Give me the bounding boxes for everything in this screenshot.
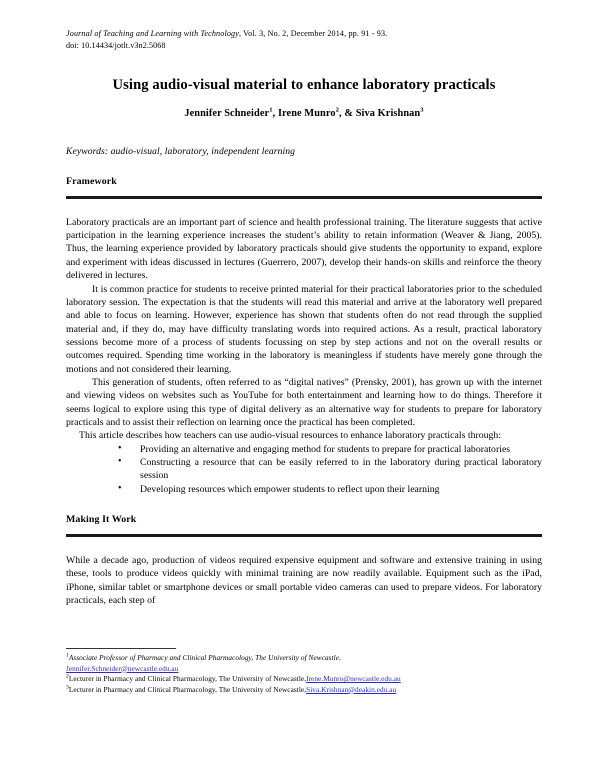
- footnote-3: [66, 685, 542, 696]
- paragraph-4: This article describes how teachers can use audio-visual resources to enhance laboratory practicals through:: [79, 430, 502, 442]
- list-item: [118, 443, 542, 456]
- benefits-list: [66, 443, 542, 496]
- footnote-email-link-2[interactable]: Irene.Munro@newcastle.edu.au: [306, 674, 401, 684]
- bullet-icon: •: [118, 443, 122, 455]
- section-heading-making-it-work: Making It Work: [66, 514, 137, 526]
- author-list: [66, 107, 542, 121]
- author-name-2: , Irene Munro: [272, 108, 336, 119]
- list-item: [118, 483, 542, 496]
- list-item-label: Providing an alternative and engaging method for students to prepare for practical laboratories: [140, 443, 511, 455]
- footnote-text-1: Associate Professor of Pharmacy and Clinical Pharmacology, The University of Newcastle,: [68, 653, 341, 662]
- bullet-icon: •: [118, 483, 122, 495]
- paragraph-3: This generation of students, often referred to as “digital natives” (Prensky, 2001), has grown up with the internet and viewing videos on websites such as YouTube for both entertainment and learning how to do things. Therefore it seems logical to explore using this type of digital delivery as an alternative way for students to prepare for laboratory practicals and to assist their reflection on learning once the practical has been completed.: [66, 376, 542, 428]
- list-item-label: Constructing a resource that can be easily referred to in the laboratory during practical laboratory session: [140, 456, 542, 482]
- paragraph-2: It is common practice for students to receive printed material for their practical laboratories prior to the scheduled laboratory session. The expectation is that the students will read this material and arrive at the laboratory well prepared and able to focus on learning. However, experience has shown that students often do not read through the supplied material and, if they do, may have difficulty translating words into required actions. As a result, practical laboratory sessions become more of a process of students focussing on step by step actions and not on the overall results or outcomes required. Spending time working in the laboratory is meaningless if students have merely gone through the motions and not considered their learning.: [66, 283, 542, 375]
- list-item: [118, 456, 542, 483]
- section-heading-framework: Framework: [66, 176, 117, 187]
- paragraph-1: Laboratory practicals are an important part of science and health professional training. The literature suggests that active participation in the learning experience increases the student’s ability to retain information (Weaver & Jiang, 2005). Thus, the learning experience provided by laboratory practicals should give students the opportunity to expand, explore and experiment with ideas discussed in lectures (Guerrero, 2007), develop their hands-on skills and reinforce the theory delivered in lectures.: [66, 216, 542, 282]
- journal-citation-line: [66, 28, 542, 40]
- footnote-email-link-1[interactable]: Jennifer.Schneider@newcastle.edu.au: [66, 663, 179, 673]
- list-item-label: Developing resources which empower students to reflect upon their learning: [140, 483, 440, 495]
- footnote-marker-1: 1: [66, 652, 69, 659]
- author-footnote-marker-2: 2: [335, 106, 339, 114]
- author-footnote-marker-1: 1: [269, 106, 273, 114]
- footnote-text-3: Lecturer in Pharmacy and Clinical Pharmacology, The University of Newcastle,: [68, 684, 307, 694]
- footnote-separator: [66, 648, 176, 649]
- paragraph-5: While a decade ago, production of videos required expensive equipment and software and extensive training in using these, tools to produce videos quickly with minimal training are now readily available. Equipment such as the iPad, iPhone, similar tablet or smartphone devices or small portable video cameras can used to prepare videos. For laboratory practicals, each step of: [66, 554, 542, 606]
- journal-volume-info: , Vol. 3, No. 2, December 2014, pp. 91 - 93.: [238, 29, 388, 38]
- section-rule-framework: [66, 196, 542, 199]
- footnote-2: [66, 674, 542, 685]
- page-title: Using audio-visual material to enhance laboratory practicals: [112, 77, 496, 93]
- author-name-3: , & Siva Krishnan: [339, 108, 421, 119]
- section-rule-making-it-work: [66, 534, 542, 537]
- doi-line: doi: 10.14434/jotlt.v3n2.5068: [66, 40, 166, 50]
- author-name-1: Jennifer Schneider: [184, 108, 270, 119]
- keywords-line: Keywords: audio-visual, laboratory, independent learning: [66, 146, 296, 157]
- footnote-text-2: Lecturer in Pharmacy and Clinical Pharmacology, The University of Newcastle,: [68, 674, 307, 684]
- bullet-icon: •: [118, 456, 122, 468]
- footnote-area: [66, 648, 542, 695]
- footnote-1: [66, 653, 542, 674]
- footnote-email-link-3[interactable]: Siva.Krishnan@deakin.edu.au: [306, 684, 397, 694]
- author-footnote-marker-3: 3: [420, 106, 424, 114]
- journal-name: Journal of Teaching and Learning with Technology: [66, 29, 239, 38]
- footnote-marker-3: 3: [66, 684, 69, 691]
- footnote-marker-2: 2: [66, 673, 69, 680]
